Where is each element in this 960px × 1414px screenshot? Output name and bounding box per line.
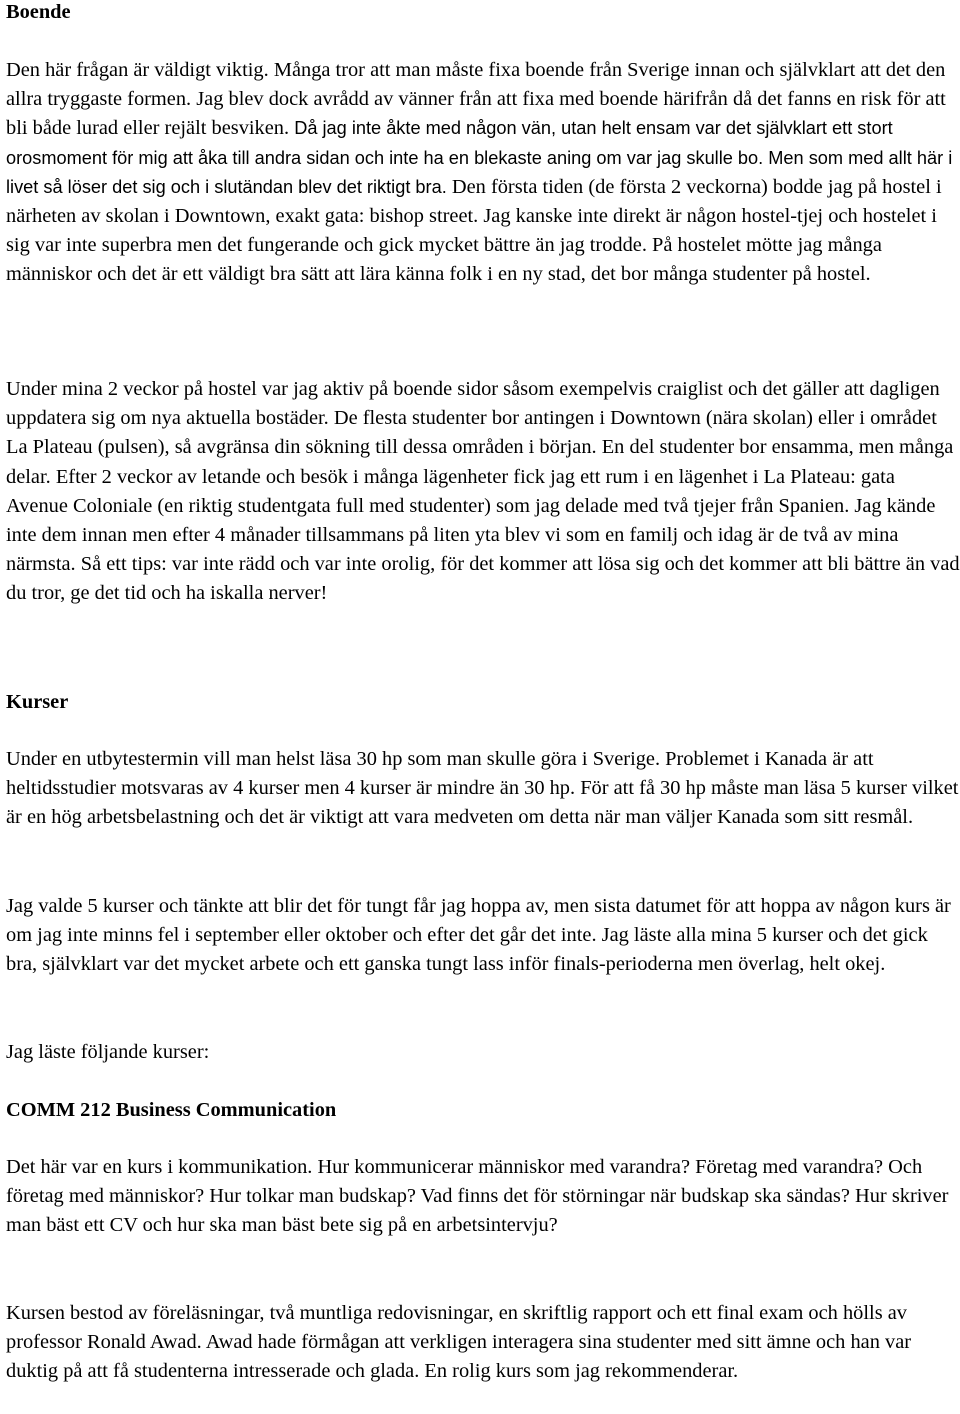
text-run: Den första tiden (de första 2 veckorna) bodde jag på hostel i närheten av skolan i Downtown, exakt gata: bishop street. Jag kanske inte direkt är någon hostel-tjej och hostelet i sig var inte superbra men det fungerande och gick mycket bättre än jag trodde. På hostelet mötte jag många människor och det är ett väldigt bra sätt att lära känna folk i en ny stad, det bor många studenter på hostel.: [6, 175, 942, 286]
paragraph-comm212-format: Kursen bestod av föreläsningar, två muntliga redovisningar, en skriftlig rapport och ett final exam och hölls av professor Ronald Awad. Awad hade förmågan att verkligen interagera sina studenter med sitt ämne och han var duktig på att få studenterna intresserade och glada. En rolig kurs som jag rekommenderar.: [6, 1302, 912, 1383]
section-heading-boende: Boende: [6, 1, 71, 23]
paragraph-kurser-intro: Under en utbytestermin vill man helst läsa 30 hp som man skulle göra i Sverige. Problemet i Kanada är att heltidsstudier motsvaras av 4 kurser men 4 kurser är mindre än 30 hp. För att få 30 hp måste man läsa 5 kurser vilket är en hög arbetsbelastning och det är viktigt att vara medveten om detta när man väljer Kanada som sitt resmål.: [6, 748, 959, 829]
text-run: Den här frågan är väldigt viktig. Många tror att man måste fixa boende från Sverige innan och självklart att det den allra tryggaste formen. Jag blev dock avrådd av vänner från att fixa med boende härifrån då det fanns en risk för att bli både lurad eller rejält besviken.: [6, 59, 946, 140]
text-run-sans: Då jag inte åkte med någon vän, utan helt ensam var det självklart ett stort orosmoment för mig att åka till andra sidan och inte ha en blekaste aning om var jag skulle bo. Men som med allt här i livet så löser det sig och i slutändan blev det riktigt bra.: [6, 118, 953, 197]
course-heading-comm212: COMM 212 Business Communication: [6, 1099, 337, 1121]
paragraph-kurser-list-intro: Jag läste följande kurser:: [6, 1041, 210, 1063]
paragraph-boende-hostel: Under mina 2 veckor på hostel var jag aktiv på boende sidor såsom exempelvis craiglist och det gäller att dagligen uppdatera sig om nya aktuella bostäder. De flesta studenter bor antingen i Downtown (nära skolan) eller i området La Plateau (pulsen), så avgränsa din sökning till dessa områden i början. En del studenter bor ensamma, men många delar. Efter 2 veckor av letande och besök i många lägenheter fick jag ett rum i en lägenhet i La Plateau: gata Avenue Coloniale (en riktig studentgata full med studenter) som jag delade med två tjejer från Spanien. Jag kände inte dem innan men efter 4 månader tillsammans på liten yta blev vi som en familj och idag är de två av mina närmsta. Så ett tips: var inte rädd och var inte orolig, för det kommer att lösa sig och det kommer att bli bättre än vad du tror, ge det tid och ha iskalla nerver!: [6, 378, 960, 605]
paragraph-boende-intro: [6, 56, 960, 290]
paragraph-comm212-description: Det här var en kurs i kommunikation. Hur kommunicerar människor med varandra? Företag med varandra? Och företag med människor? Hur tolkar man budskap? Vad finns det för störningar när budskap ska sändas? Hur skriver man bäst ett CV och hur ska man bäst bete sig på en arbetsintervju?: [6, 1156, 949, 1237]
paragraph-kurser-choice: Jag valde 5 kurser och tänkte att blir det för tungt får jag hoppa av, men sista datumet för att hoppa av någon kurs är om jag inte minns fel i september eller oktober och efter det går det inte. Jag läste alla mina 5 kurser och det gick bra, självklart var det mycket arbete och ett ganska tungt lass inför finals-perioderna men överlag, helt okej.: [6, 895, 951, 976]
section-heading-kurser: Kurser: [6, 691, 69, 713]
